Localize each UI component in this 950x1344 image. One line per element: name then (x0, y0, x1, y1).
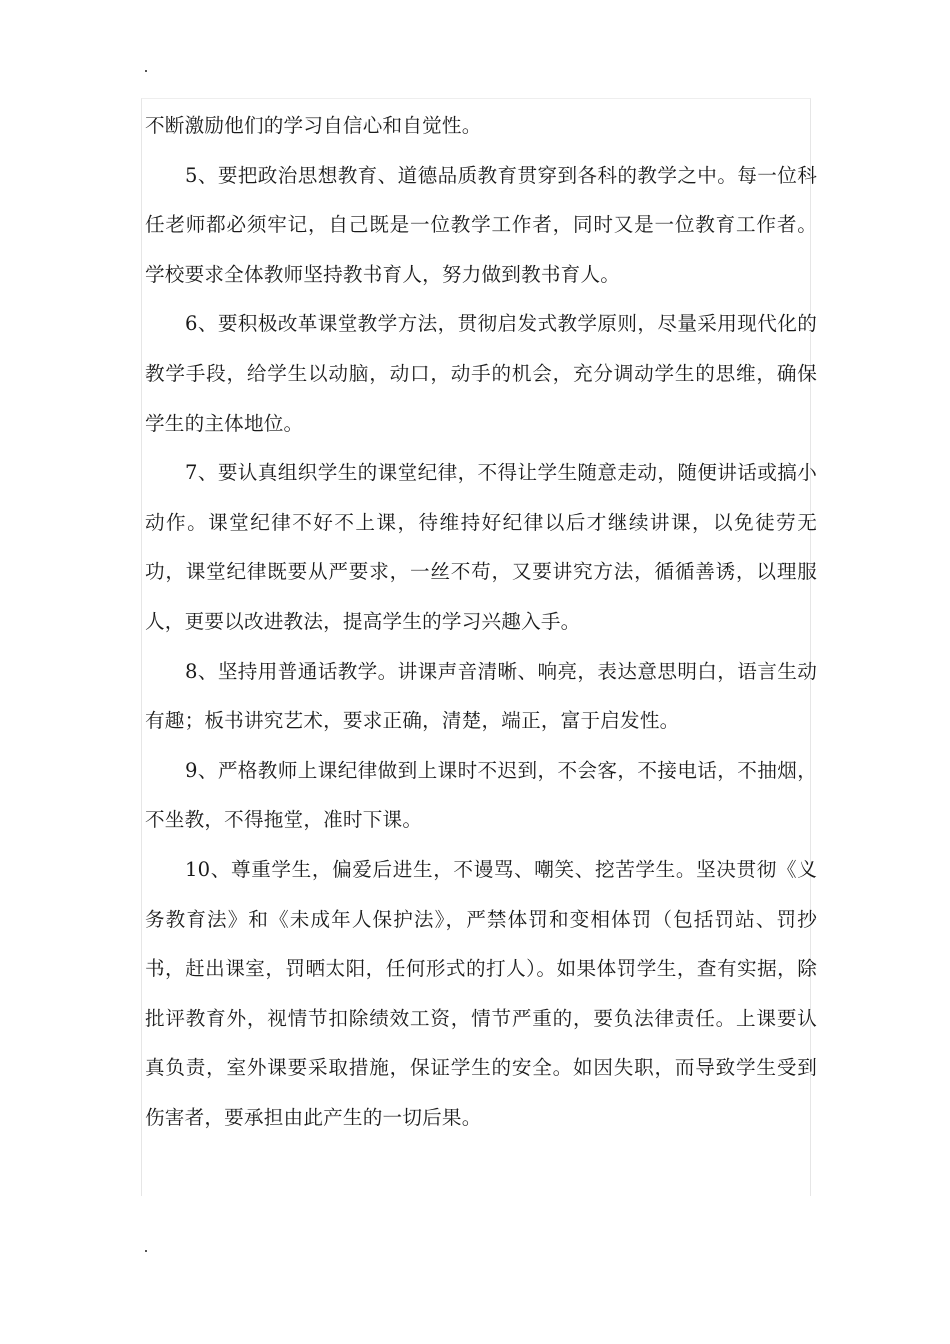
paragraph-item-10: 10、尊重学生，偏爱后进生，不谩骂、嘲笑、挖苦学生。坚决贯彻《义务教育法》和《未成年人保护法》，严禁体罚和变相体罚（包括罚站、罚抄书，赶出课室，罚晒太阳，任何形式的打人）。如果体罚学生，查有实据，除批评教育外，视情节扣除绩效工资，情节严重的，要负法律责任。上课要认真负责，室外课要采取措施，保证学生的安全。如因失职，而导致学生受到伤害者，要承担由此产生的一切后果。 (145, 857, 817, 1129)
corner-mark-top (145, 70, 147, 72)
paragraph-item-5: 5、要把政治思想教育、道德品质教育贯穿到各科的教学之中。每一位科任老师都必须牢记，自己既是一位教学工作者，同时又是一位教育工作者。学校要求全体教师坚持教书育人，努力做到教书育人。 (145, 163, 817, 286)
corner-mark-bottom (145, 1250, 147, 1252)
paragraph-item-8: 8、坚持用普通话教学。讲课声音清晰、响亮，表达意思明白，语言生动有趣；板书讲究艺术，要求正确，清楚，端正，富于启发性。 (145, 659, 817, 733)
paragraph-item-7: 7、要认真组织学生的课堂纪律，不得让学生随意走动，随便讲话或搞小动作。课堂纪律不好不上课，待维持好纪律以后才继续讲课，以免徒劳无功，课堂纪律既要从严要求，一丝不苟，又要讲究方法，循循善诱，以理服人，更要以改进教法，提高学生的学习兴趣入手。 (145, 461, 817, 633)
paragraph-continuation: 不断激励他们的学习自信心和自觉性。 (145, 114, 482, 137)
document-body (145, 101, 817, 1142)
paragraph-item-9: 9、严格教师上课纪律做到上课时不迟到，不会客，不接电话，不抽烟，不坐教，不得拖堂，准时下课。 (145, 758, 817, 832)
paragraph-item-6: 6、要积极改革课堂教学方法，贯彻启发式教学原则，尽量采用现代化的教学手段，给学生以动脑，动口，动手的机会，充分调动学生的思维，确保学生的主体地位。 (145, 312, 817, 435)
